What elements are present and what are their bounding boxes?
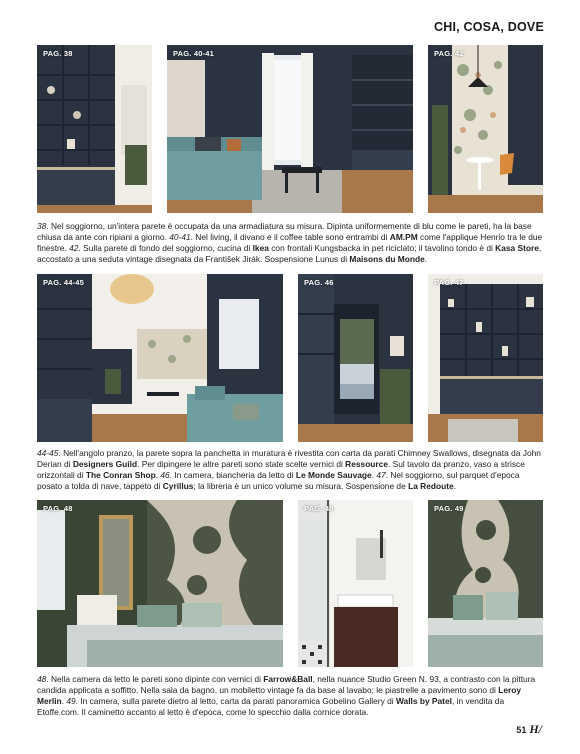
caption-brand: Walls by Patel: [395, 696, 452, 706]
caption-text: .: [424, 254, 428, 264]
caption-row-2: [37, 448, 543, 492]
caption-brand: AM.PM: [389, 232, 418, 242]
caption-ref-number: 47: [376, 470, 386, 480]
caption-text: .: [453, 481, 457, 491]
caption-ref-number: 48: [37, 674, 47, 684]
caption-text: . Sul tavolo da pranzo, vaso a strisce orizzontali di: [37, 459, 525, 480]
photo-pag-47: [428, 274, 543, 442]
caption-text: con frontali Kungsbacka in pet riciclato; il tavolino tondo è di: [268, 243, 496, 253]
caption-text: .: [371, 470, 377, 480]
photo-pag-49: [428, 500, 543, 667]
photo-pag-42: [428, 45, 543, 213]
caption-brand: Cyrillus: [162, 481, 194, 491]
page-ref-label: PAG. 49: [434, 504, 464, 513]
caption-text: , accostato a una seduta vintage disegnata da František Jirák. Sospensione Lunus di: [37, 243, 542, 264]
caption-brand: Kasa Store: [495, 243, 539, 253]
photo-pag-44-45: [37, 274, 283, 442]
page-ref-label: PAG. 38: [43, 49, 73, 58]
caption-brand: Ressource: [345, 459, 388, 469]
caption-brand: Maisons du Monde: [349, 254, 425, 264]
caption-text: .: [61, 696, 67, 706]
photo-pag-40-41: [167, 45, 413, 213]
photo-pag-48-bedroom: [37, 500, 283, 667]
caption-brand: Farrow&Ball: [263, 674, 313, 684]
caption-ref-number: 44-45: [37, 448, 59, 458]
page-ref-label: PAG. 40-41: [173, 49, 215, 58]
page-ref-label: PAG. 44-45: [43, 278, 85, 287]
page-ref-label: PAG. 47: [434, 278, 464, 287]
page-ref-label: PAG. 48: [43, 504, 73, 513]
photo-pag-46: [298, 274, 413, 442]
caption-text: . In camera, sulla parete dietro al letto, carta da parati panoramica Gobelino Gallery di: [75, 696, 396, 706]
caption-ref-number: 40-41: [169, 232, 191, 242]
caption-text: , nella nuance Studio Green N. 93, a contrasto con la pittura candida applicata a soffitto. Nella sala da bagno, un mobiletto vintage fa da base al lavabo; le piastrelle a pavimento sono di: [37, 674, 536, 695]
caption-ref-number: 38: [37, 221, 47, 231]
magazine-logo: H/: [529, 722, 542, 736]
caption-row-3: [37, 674, 543, 718]
caption-text: . Nel living, il divano e il coffee table sono entrambi di: [190, 232, 390, 242]
page-ref-label: PAG. 46: [304, 278, 334, 287]
page-ref-label: PAG. 42: [434, 49, 464, 58]
caption-brand: Le Monde Sauvage: [295, 470, 372, 480]
caption-text: . Nel soggiorno, sul parquet d'epoca posato a tolda di nave, tappeto di: [37, 470, 520, 491]
caption-text: come l'applique Henrio tra le due finestre.: [37, 232, 543, 253]
caption-ref-number: 42: [69, 243, 79, 253]
section-title: CHI, COSA, DOVE: [434, 20, 544, 34]
caption-text: ; la libreria è un unico volume su misura. Sospensione de: [193, 481, 409, 491]
caption-text: . In camera, biancheria da letto di: [169, 470, 296, 480]
page-ref-label: PAG. 48: [304, 504, 334, 513]
caption-brand: Leroy Merlin: [37, 685, 522, 706]
photo-pag-48-bathroom: [298, 500, 413, 667]
caption-row-1: [37, 221, 543, 265]
caption-text: . Nell'angolo pranzo, la parete sopra la panchetta in muratura è rivestita con carta da parati Chimney Swallows, disegnata da John Derian di: [37, 448, 541, 469]
photo-pag-38: [37, 45, 152, 213]
caption-text: .: [155, 470, 161, 480]
caption-text: . Nella camera da letto le pareti sono dipinte con vernici di: [46, 674, 264, 684]
caption-text: , in vendita da Etoffe.com. Il caminetto accanto al letto è d'epoca, come lo specchio dalla cornice dorata.: [37, 696, 505, 717]
caption-brand: La Redoute: [408, 481, 454, 491]
page-footer: [516, 722, 542, 737]
caption-ref-number: 46: [160, 470, 170, 480]
caption-text: . Nel soggiorno, un'intera parete è occupata da una armadiatura su misura. Dipinta uniformemente di blu come le pareti, ha la base chiusa da ante con ripiani a giorno.: [37, 221, 532, 242]
caption-brand: The Conran Shop: [85, 470, 156, 480]
caption-text: . Per dipingere le altre pareti sono state scelte vernici di: [137, 459, 346, 469]
caption-ref-number: 49: [66, 696, 76, 706]
caption-text: . Sulla parete di fondo del soggiorno, cucina di: [78, 243, 253, 253]
caption-brand: Designers Guild: [72, 459, 138, 469]
caption-brand: Ikea: [252, 243, 269, 253]
page-number: 51: [516, 725, 527, 735]
